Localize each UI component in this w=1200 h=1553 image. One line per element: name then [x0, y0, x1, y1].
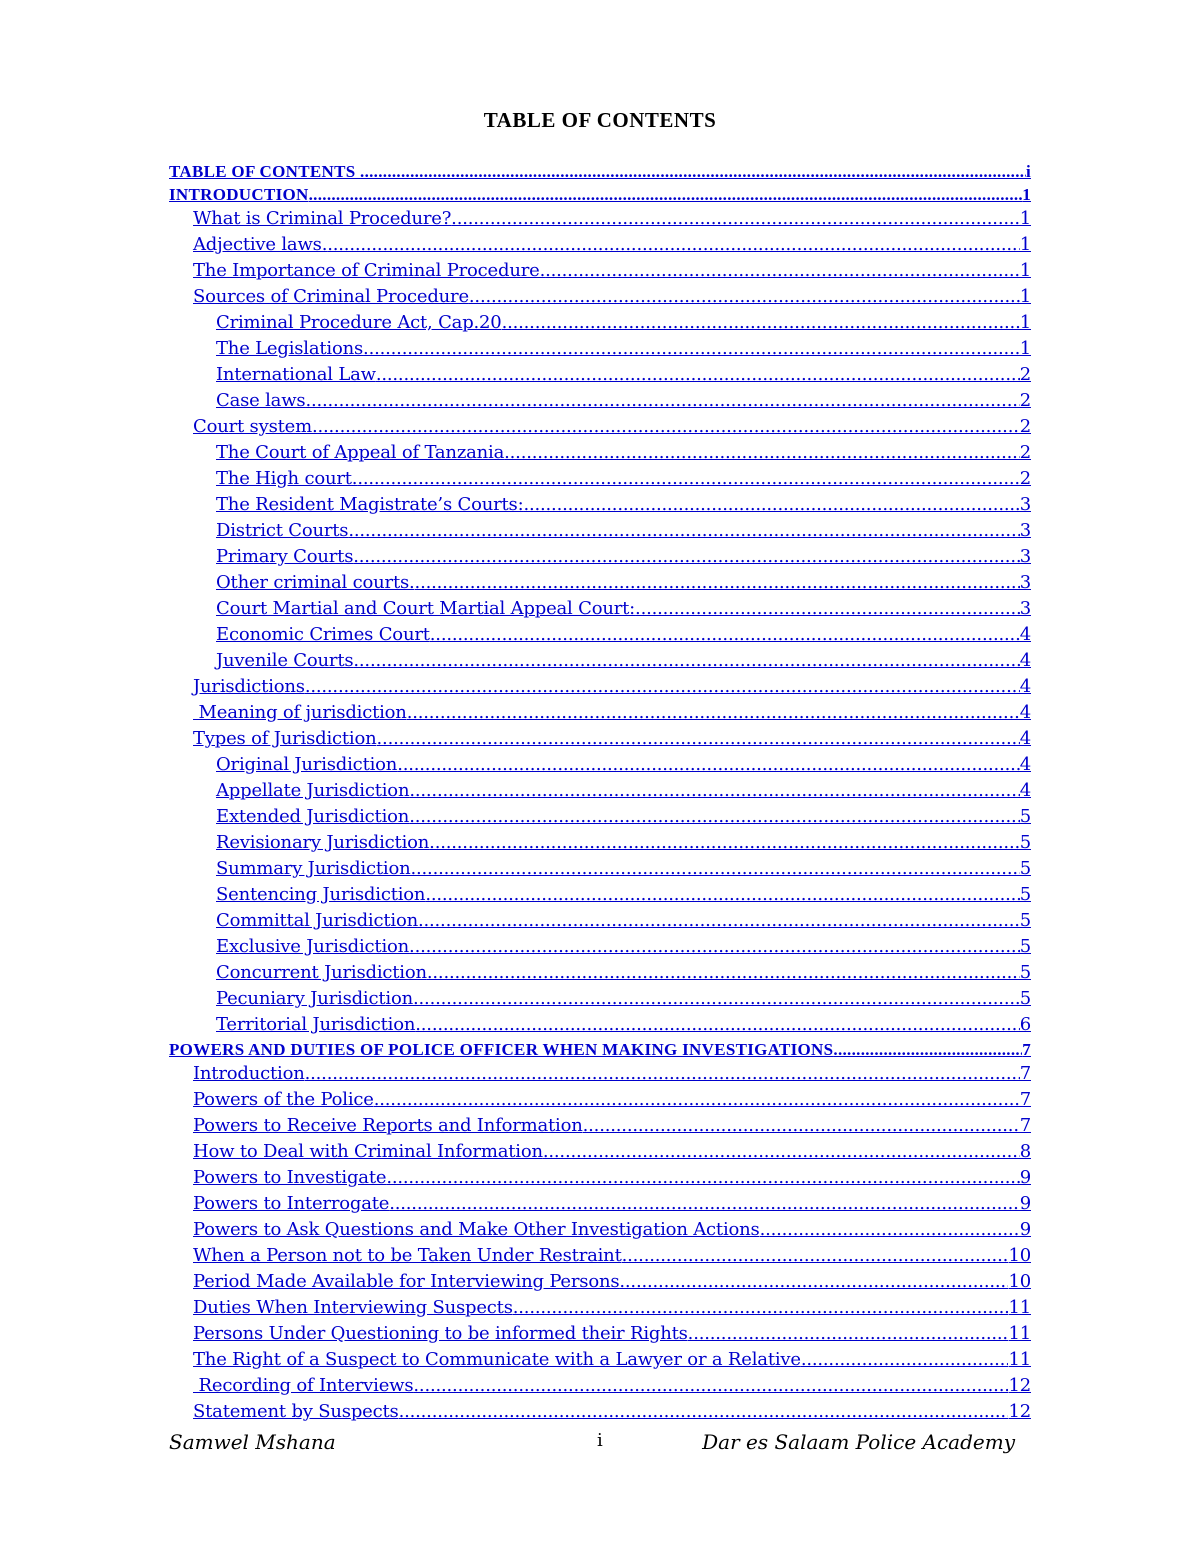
toc-dot-leader	[399, 1399, 1009, 1425]
toc-dot-leader	[409, 934, 1020, 960]
toc-entry[interactable]	[169, 934, 1031, 960]
toc-entry[interactable]	[169, 1217, 1031, 1243]
toc-entry-label: Other criminal courts.	[216, 572, 415, 593]
toc-entry[interactable]	[169, 1243, 1031, 1269]
toc-entry-label: Meaning of jurisdiction	[193, 702, 407, 723]
toc-entry-page: 7	[1019, 1089, 1031, 1110]
toc-entry[interactable]	[169, 1038, 1031, 1061]
toc-dot-leader	[523, 492, 1019, 518]
toc-entry-page: 3	[1019, 598, 1031, 619]
toc-entry-label: International Law	[216, 364, 376, 385]
toc-entry[interactable]	[169, 830, 1031, 856]
toc-entry-page: 3	[1019, 572, 1031, 593]
toc-dot-leader	[376, 362, 1020, 388]
toc-entry-page: 1	[1019, 234, 1031, 255]
toc-entry-label: Original Jurisdiction	[216, 754, 398, 775]
toc-entry[interactable]	[169, 726, 1031, 752]
toc-entry-label: Primary Courts	[216, 546, 354, 567]
toc-entry-page: 4	[1019, 650, 1031, 671]
toc-entry-page: 2	[1019, 364, 1031, 385]
toc-entry-label: When a Person not to be Taken Under Restraint	[193, 1245, 622, 1266]
toc-entry-page: 7	[1022, 1040, 1031, 1059]
toc-entry[interactable]	[169, 492, 1031, 518]
toc-dot-leader	[353, 648, 1019, 674]
toc-entry[interactable]	[169, 1061, 1031, 1087]
toc-entry-label: The High court.	[216, 468, 358, 489]
toc-entry[interactable]	[169, 1399, 1031, 1425]
toc-dot-leader	[348, 518, 1019, 544]
toc-entry[interactable]	[169, 183, 1031, 206]
toc-entry-page: 5	[1019, 806, 1031, 827]
toc-dot-leader	[760, 1217, 1020, 1243]
toc-entry-page: 4	[1019, 728, 1031, 749]
toc-entry[interactable]	[169, 1191, 1031, 1217]
toc-entry-page: 1	[1019, 338, 1031, 359]
toc-entry-page: i	[1025, 162, 1031, 181]
toc-dot-leader	[543, 1139, 1020, 1165]
toc-dot-leader	[389, 1191, 1020, 1217]
toc-entry-label: Revisionary Jurisdiction	[216, 832, 430, 853]
toc-entry-label: Extended Jurisdiction	[216, 806, 410, 827]
toc-dot-leader	[504, 440, 1020, 466]
toc-dot-leader	[305, 1061, 1020, 1087]
toc-entry[interactable]	[169, 596, 1031, 622]
toc-entry[interactable]	[169, 388, 1031, 414]
toc-dot-leader	[833, 1038, 1022, 1061]
toc-entry-label: Powers to Investigate	[193, 1167, 387, 1188]
toc-entry[interactable]	[169, 1113, 1031, 1139]
toc-entry-page: 10	[1008, 1245, 1031, 1266]
toc-entry-page: 2	[1019, 390, 1031, 411]
toc-entry-label: Powers to Receive Reports and Information	[193, 1115, 583, 1136]
toc-entry-page: 5	[1019, 936, 1031, 957]
toc-entry-label: Committal Jurisdiction	[216, 910, 418, 931]
toc-entry-label: How to Deal with Criminal Information	[193, 1141, 543, 1162]
toc-entry-label: Exclusive Jurisdiction	[216, 936, 410, 957]
toc-entry[interactable]	[169, 570, 1031, 596]
toc-dot-leader	[513, 1295, 1009, 1321]
toc-dot-leader	[397, 752, 1020, 778]
toc-entry-page: 11	[1008, 1323, 1031, 1344]
toc-entry-page: 8	[1019, 1141, 1031, 1162]
toc-dot-leader	[363, 336, 1020, 362]
toc-entry[interactable]	[169, 882, 1031, 908]
toc-dot-leader	[327, 232, 1020, 258]
toc-entry-label: Court Martial and Court Martial Appeal Court:	[216, 598, 636, 619]
toc-entry-label: Statement by Suspects	[193, 1401, 399, 1422]
toc-entry[interactable]	[169, 160, 1031, 183]
toc-entry[interactable]	[169, 648, 1031, 674]
toc-dot-leader	[386, 1165, 1019, 1191]
toc-entry[interactable]	[169, 622, 1031, 648]
toc-entry[interactable]	[169, 362, 1031, 388]
toc-entry-label: The Court of Appeal of Tanzania	[216, 442, 505, 463]
toc-entry[interactable]	[169, 336, 1031, 362]
toc-entry-label: Case laws	[216, 390, 306, 411]
toc-entry-label: Powers to Interrogate	[193, 1193, 390, 1214]
toc-entry-label: The Resident Magistrate’s Courts:	[216, 494, 524, 515]
toc-entry-label: Criminal Procedure Act, Cap.20	[216, 312, 502, 333]
table-of-contents	[169, 160, 1031, 1425]
toc-entry[interactable]	[169, 674, 1031, 700]
toc-entry-label: Persons Under Questioning to be informed their Rights	[193, 1323, 688, 1344]
toc-entry-label: District Courts	[216, 520, 349, 541]
toc-entry-page: 12	[1008, 1375, 1031, 1396]
toc-entry[interactable]	[169, 856, 1031, 882]
toc-entry-page: 11	[1008, 1349, 1031, 1370]
toc-entry-label: Court system.	[193, 416, 318, 437]
toc-entry-page: 1	[1019, 208, 1031, 229]
footer-page-number: i	[597, 1430, 603, 1451]
toc-entry-page: 1	[1019, 286, 1031, 307]
toc-entry-page: 10	[1008, 1271, 1031, 1292]
toc-entry-label: Appellate Jurisdiction	[216, 780, 410, 801]
toc-entry-page: 4	[1019, 754, 1031, 775]
toc-entry-label: POWERS AND DUTIES OF POLICE OFFICER WHEN MAKING INVESTIGATIONS	[169, 1040, 834, 1059]
toc-entry-page: 4	[1019, 780, 1031, 801]
toc-entry-label: TABLE OF CONTENTS	[169, 162, 361, 181]
toc-entry-page: 11	[1008, 1297, 1031, 1318]
toc-entry-page: 9	[1019, 1193, 1031, 1214]
toc-entry[interactable]	[169, 518, 1031, 544]
toc-entry[interactable]	[169, 258, 1031, 284]
footer-organization: Dar es Salaam Police Academy	[702, 1430, 1015, 1454]
toc-entry-page: 2	[1019, 416, 1031, 437]
toc-entry-label: Powers of the Police	[193, 1089, 374, 1110]
toc-entry[interactable]	[169, 232, 1031, 258]
toc-dot-leader	[430, 622, 1020, 648]
toc-entry[interactable]	[169, 466, 1031, 492]
toc-entry-page: 9	[1019, 1167, 1031, 1188]
toc-entry-label: What is Criminal Procedure?	[193, 208, 452, 229]
toc-dot-leader	[545, 258, 1020, 284]
toc-entry-page: 9	[1019, 1219, 1031, 1240]
toc-entry-page: 6	[1019, 1014, 1031, 1035]
toc-entry[interactable]	[169, 310, 1031, 336]
toc-dot-leader	[305, 674, 1020, 700]
toc-dot-leader	[418, 908, 1020, 934]
toc-entry-page: 5	[1019, 988, 1031, 1009]
toc-entry[interactable]	[169, 960, 1031, 986]
toc-entry[interactable]	[169, 752, 1031, 778]
toc-dot-leader	[317, 414, 1019, 440]
toc-entry-page: 5	[1019, 858, 1031, 879]
toc-entry-label: The Importance of Criminal Procedure.	[193, 260, 546, 281]
toc-dot-leader	[407, 700, 1020, 726]
toc-dot-leader	[619, 1269, 1008, 1295]
toc-entry[interactable]	[169, 778, 1031, 804]
toc-entry[interactable]	[169, 544, 1031, 570]
toc-dot-leader	[635, 596, 1020, 622]
toc-entry[interactable]	[169, 284, 1031, 310]
page-title: TABLE OF CONTENTS	[483, 108, 717, 132]
toc-dot-leader	[801, 1347, 1009, 1373]
toc-dot-leader	[377, 726, 1020, 752]
toc-entry-label: Juvenile Courts	[216, 650, 354, 671]
toc-entry-page: 2	[1019, 442, 1031, 463]
toc-dot-leader	[353, 544, 1019, 570]
toc-dot-leader	[425, 882, 1019, 908]
toc-dot-leader	[410, 856, 1019, 882]
footer-author: Samwel Mshana	[169, 1430, 336, 1454]
toc-entry-page: 3	[1019, 520, 1031, 541]
toc-dot-leader	[451, 206, 1020, 232]
toc-entry-label: Powers to Ask Questions and Make Other Investigation Actions	[193, 1219, 760, 1240]
toc-entry-label: Economic Crimes Court	[216, 624, 430, 645]
toc-dot-leader	[305, 388, 1019, 414]
toc-entry[interactable]	[169, 414, 1031, 440]
toc-entry-page: 3	[1019, 494, 1031, 515]
toc-dot-leader	[409, 778, 1019, 804]
toc-entry-page: 5	[1019, 962, 1031, 983]
toc-entry-page: 4	[1019, 624, 1031, 645]
toc-entry[interactable]	[169, 1321, 1031, 1347]
toc-dot-leader	[502, 310, 1020, 336]
toc-dot-leader	[583, 1113, 1020, 1139]
toc-entry-label: Period Made Available for Interviewing Persons	[193, 1271, 620, 1292]
toc-entry-page: 4	[1019, 676, 1031, 697]
toc-dot-leader	[413, 1373, 1008, 1399]
toc-entry-label: Recording of Interviews	[193, 1375, 414, 1396]
toc-entry-page: 2	[1019, 468, 1031, 489]
toc-entry-page: 3	[1019, 546, 1031, 567]
toc-entry[interactable]	[169, 1139, 1031, 1165]
toc-entry-page: 12	[1008, 1401, 1031, 1422]
toc-entry[interactable]	[169, 986, 1031, 1012]
toc-entry-label: Sources of Criminal Procedure	[193, 286, 469, 307]
toc-dot-leader	[469, 284, 1020, 310]
toc-dot-leader	[357, 466, 1019, 492]
toc-entry-label: Types of Jurisdiction	[193, 728, 377, 749]
toc-entry-label: Adjective laws.	[193, 234, 328, 255]
toc-entry-page: 1	[1022, 185, 1031, 204]
toc-dot-leader	[622, 1243, 1009, 1269]
toc-dot-leader	[309, 183, 1023, 206]
toc-entry[interactable]	[169, 206, 1031, 232]
toc-entry[interactable]	[169, 1165, 1031, 1191]
toc-dot-leader	[429, 830, 1020, 856]
toc-dot-leader	[413, 986, 1020, 1012]
toc-dot-leader	[415, 570, 1020, 596]
toc-entry-page: 7	[1019, 1115, 1031, 1136]
toc-entry-page: 5	[1019, 884, 1031, 905]
toc-entry-label: Jurisdictions	[193, 676, 305, 697]
toc-entry-label: Introduction	[193, 1063, 305, 1084]
toc-entry-label: Pecuniary Jurisdiction	[216, 988, 413, 1009]
toc-entry-page: 1	[1019, 260, 1031, 281]
toc-entry[interactable]	[169, 1295, 1031, 1321]
toc-dot-leader	[688, 1321, 1009, 1347]
toc-entry-page: 5	[1019, 832, 1031, 853]
page-footer	[169, 1430, 1015, 1460]
toc-entry[interactable]	[169, 908, 1031, 934]
toc-entry[interactable]	[169, 1347, 1031, 1373]
toc-entry[interactable]	[169, 1012, 1031, 1038]
toc-entry-label: Summary Jurisdiction	[216, 858, 411, 879]
toc-entry[interactable]	[169, 440, 1031, 466]
toc-entry-label: Territorial Jurisdiction	[216, 1014, 416, 1035]
toc-dot-leader	[374, 1087, 1020, 1113]
toc-dot-leader	[360, 160, 1026, 183]
toc-entry-label: The Right of a Suspect to Communicate with a Lawyer or a Relative	[193, 1349, 801, 1370]
toc-entry-page: 5	[1019, 910, 1031, 931]
toc-entry-label: The Legislations	[216, 338, 364, 359]
toc-entry-label: Sentencing Jurisdiction	[216, 884, 426, 905]
toc-entry-page: 1	[1019, 312, 1031, 333]
toc-entry-label: Duties When Interviewing Suspects	[193, 1297, 513, 1318]
toc-entry-label: Concurrent Jurisdiction	[216, 962, 427, 983]
toc-entry-page: 4	[1019, 702, 1031, 723]
toc-entry[interactable]	[169, 1373, 1031, 1399]
toc-entry-label: INTRODUCTION	[169, 185, 309, 204]
toc-dot-leader	[409, 804, 1020, 830]
toc-dot-leader	[415, 1012, 1019, 1038]
toc-entry[interactable]	[169, 1087, 1031, 1113]
toc-entry-page: 7	[1019, 1063, 1031, 1084]
toc-entry[interactable]	[169, 700, 1031, 726]
toc-entry[interactable]	[169, 804, 1031, 830]
toc-entry[interactable]	[169, 1269, 1031, 1295]
toc-dot-leader	[427, 960, 1020, 986]
